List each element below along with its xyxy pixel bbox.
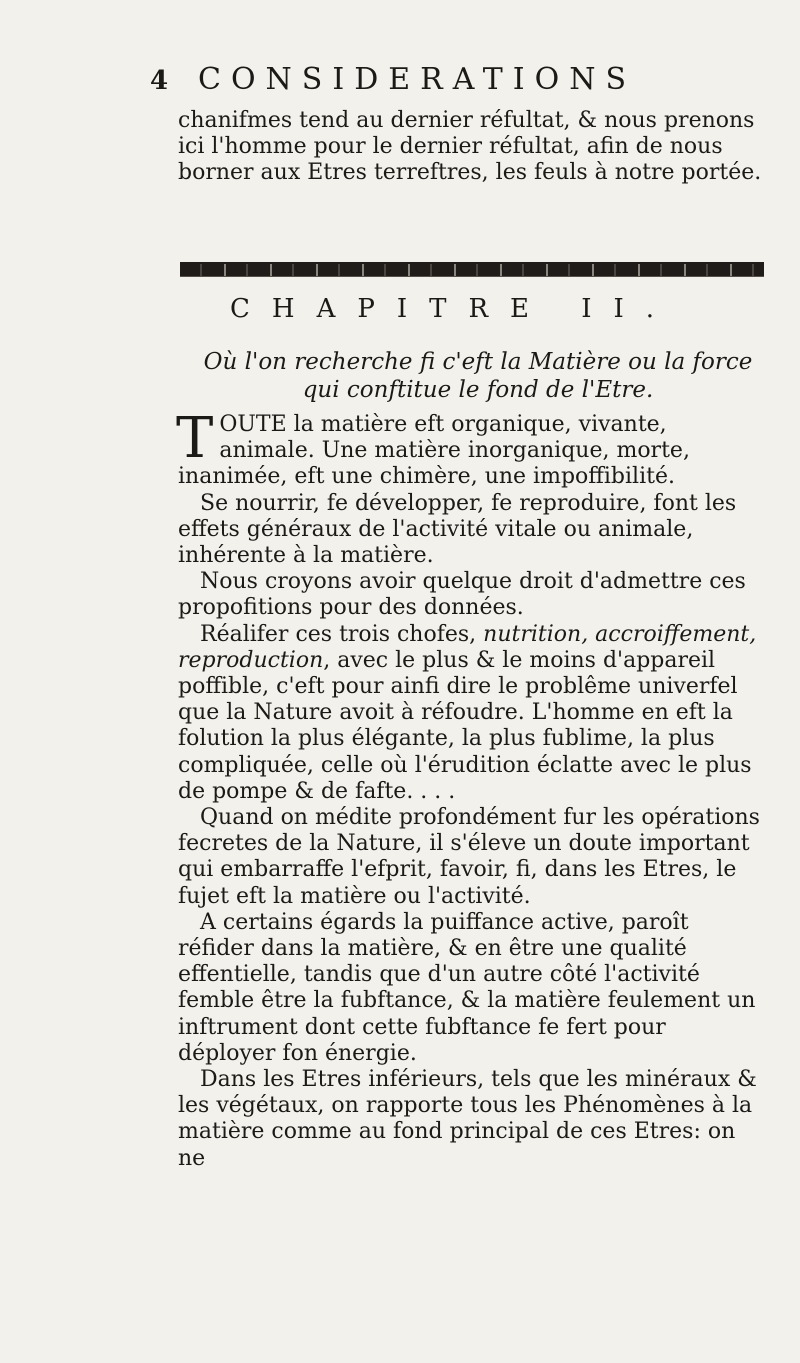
paragraph-1 [176, 406, 764, 491]
paragraph-1-text: la matière eft organique, vivante, animale. Une matière inorganique, morte, inanimée, eft une chimère, une impoffibilité. [178, 412, 690, 490]
chapter-subtitle: Où l'on recherche fi c'eft la Matière ou la force qui conftitue le fond de l'Etre. [203, 349, 753, 403]
paragraph-4-end: , avec le plus & le moins d'appareil poffible, c'eft pour ainfi dire le problême univerfel que la Nature avoit à réfoudre. L'homme en eft la folution la plus élégante, la plus fublime, la plus compliquée, celle où l'érudition éclatte avec le plus de pompe & de fafte. . . . [178, 647, 752, 804]
drop-cap: T [176, 406, 214, 471]
paragraph-5: Quand on médite profondément fur les opérations fecretes de la Nature, il s'éleve un doute important qui embarraffe l'efprit, favoir, fi, dans les Etres, le fujet eft la matière ou l'activité. [178, 805, 760, 909]
paragraph-3: Nous croyons avoir quelque droit d'admettre ces propofitions pour des données. [178, 569, 746, 621]
running-head [0, 62, 800, 102]
paragraph-7: Dans les Etres inférieurs, tels que les minéraux & les végétaux, on rapporte tous les Phénomènes à la matière comme au fond principal de ces Etres: on ne [178, 1067, 757, 1171]
paragraph-4 [178, 622, 764, 805]
intro-paragraph: chanifmes tend au dernier réfultat, & nous prenons ici l'homme pour le dernier réfultat, afin de nous borner aux Etres terreftres, les feuls à notre portée. [178, 108, 762, 186]
paragraph-4-start: Réalifer ces trois chofes, [200, 621, 484, 647]
chapter-body [176, 406, 764, 1172]
running-title: CONSIDERATIONS [198, 62, 637, 97]
paragraph-2: Se nourrir, fe développer, fe reproduire, font les effets généraux de l'activité vitale ou animale, inhérente à la matière. [178, 490, 737, 569]
opening-word: OUTE [219, 412, 287, 437]
chapter-heading: CHAPITRE II. [230, 294, 677, 324]
ornamental-rule [180, 262, 764, 277]
paragraph-4-italic: nutrition, accroiffement, reproduction [178, 621, 757, 673]
paragraph-6: A certains égards la puiffance active, paroît réfider dans la matière, & en être une qualité effentielle, tandis que d'un autre côté l'activité femble être la fubftance, & la matière feulement un inftrument dont cette fubftance fe fert pour déployer fon énergie. [178, 909, 756, 1066]
page-number: 4 [150, 66, 169, 96]
